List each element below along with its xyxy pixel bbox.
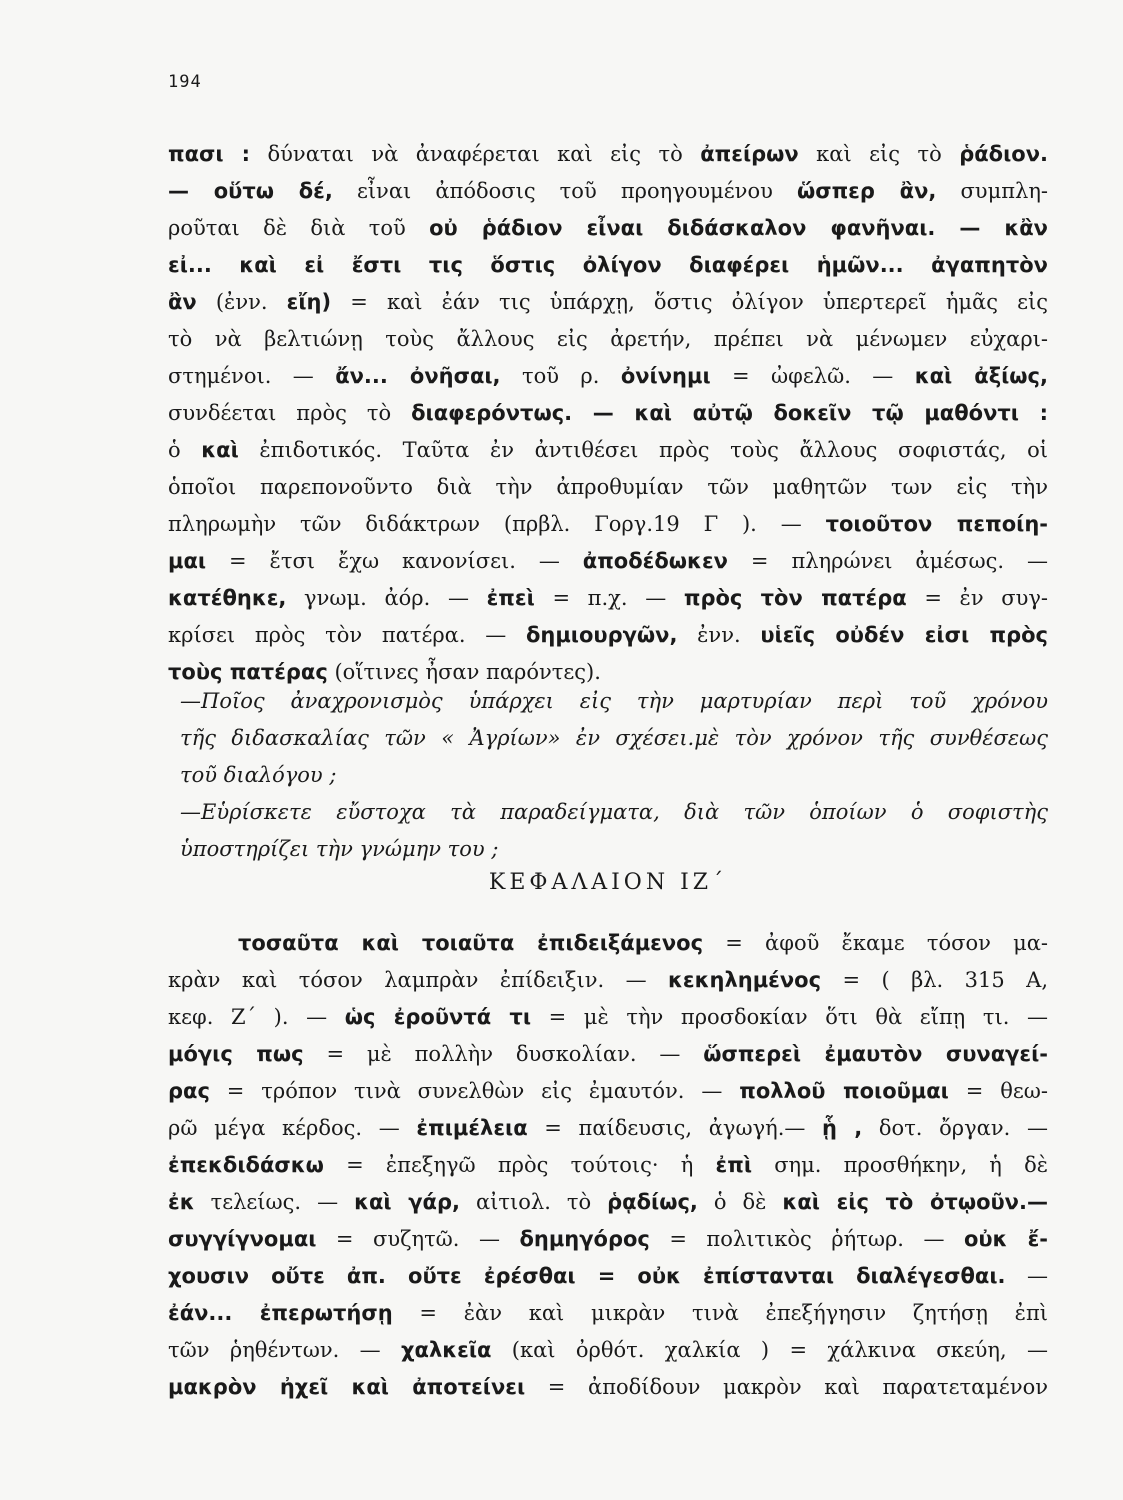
- text-line: συγγίγνομαι = συζητῶ. — δημηγόρος = πολιτικὸς ῥήτωρ. — οὐκ ἔ-: [168, 1227, 1048, 1251]
- text-line: ὁποῖοι παρεπονοῦντο διὰ τὴν ἀπροθυμίαν τῶν μαθητῶν των εἰς τὴν: [168, 475, 1048, 499]
- questions-block: [180, 683, 1048, 868]
- text-line: ἐπεκδιδάσκω = ἐπεξηγῶ πρὸς τούτοις· ἡ ἐπὶ σημ. προσθήκην, ἡ δὲ: [168, 1153, 1048, 1177]
- text-line: τὸ νὰ βελτιώνῃ τοὺς ἄλλους εἰς ἀρετήν, πρέπει νὰ μένωμεν εὐχαρι-: [168, 327, 1048, 351]
- text-line: ρῶ μέγα κέρδος. — ἐπιμέλεια = παίδευσις, ἀγωγή.— ᾗ , δοτ. ὄργαν. —: [168, 1116, 1048, 1140]
- text-line: κεφ. Ζ΄ ). — ὡς ἐροῦντά τι = μὲ τὴν προσδοκίαν ὅτι θὰ εἴπῃ τι. —: [168, 1005, 1048, 1029]
- text-line: εἰ... καὶ εἰ ἔστι τις ὅστις ὀλίγον διαφέρει ἡμῶν... ἀγαπητὸν: [168, 253, 1048, 277]
- text-line: κατέθηκε, γνωμ. ἀόρ. — ἐπεὶ = π.χ. — πρὸς τὸν πατέρα = ἐν συγ-: [168, 586, 1048, 610]
- text-line: ὁ καὶ ἐπιδοτικός. Ταῦτα ἐν ἀντιθέσει πρὸς τοὺς ἄλλους σοφιστάς, οἱ: [168, 438, 1048, 462]
- text-line: μόγις πως = μὲ πολλὴν δυσκολίαν. — ὥσπερεὶ ἐμαυτὸν συναγεί-: [168, 1042, 1048, 1066]
- text-line: κρίσει πρὸς τὸν πατέρα. — δημιουργῶν, ἐνν. υἱεῖς οὐδέν εἰσι πρὸς: [168, 623, 1048, 647]
- question-line: τοῦ διαλόγου ;: [180, 763, 337, 787]
- text-line: πασι : δύναται νὰ ἀναφέρεται καὶ εἰς τὸ ἀπείρων καὶ εἰς τὸ ῥάδιον.: [168, 142, 1048, 166]
- chapter-heading: ΚΕΦΑΛΑΙΟΝ ΙΖ΄: [488, 870, 728, 895]
- question-line: —Εὑρίσκετε εὔστοχα τὰ παραδείγματα, διὰ τῶν ὁποίων ὁ σοφιστὴς: [180, 800, 1048, 824]
- text-line: ἂν (ἐνν. εἴη) = καὶ ἐάν τις ὑπάρχῃ, ὅστις ὀλίγον ὑπερτερεῖ ἡμᾶς εἰς: [168, 290, 1048, 314]
- commentary-block: [168, 136, 1048, 691]
- text-line: χουσιν οὔτε ἀπ. οὔτε ἐρέσθαι = οὐκ ἐπίστανται διαλέγεσθαι. —: [168, 1264, 1048, 1288]
- text-line: ἐκ τελείως. — καὶ γάρ, αἰτιολ. τὸ ῥᾳδίως, ὁ δὲ καὶ εἰς τὸ ὀτῳοῦν.—: [168, 1190, 1048, 1214]
- text-line: ἐάν... ἐπερωτήσῃ = ἐὰν καὶ μικρὰν τινὰ ἐπεξήγησιν ζητήσῃ ἐπὶ: [168, 1301, 1048, 1325]
- text-line: μαι = ἔτσι ἔχω κανονίσει. — ἀποδέδωκεν = πληρώνει ἀμέσως. —: [168, 549, 1048, 573]
- question-line: ὑποστηρίζει τὴν γνώμην του ;: [180, 837, 499, 861]
- text-line: πληρωμὴν τῶν διδάκτρων (πρβλ. Γοργ.19 Γ ). — τοιοῦτον πεποίη-: [168, 512, 1048, 536]
- text-line: τοσαῦτα καὶ τοιαῦτα ἐπιδειξάμενος = ἀφοῦ ἔκαμε τόσον μα-: [238, 931, 1048, 955]
- text-line: μακρὸν ἠχεῖ καὶ ἀποτείνει = ἀποδίδουν μακρὸν καὶ παρατεταμένον: [168, 1375, 1048, 1399]
- text-line: συνδέεται πρὸς τὸ διαφερόντως. — καὶ αὐτῷ δοκεῖν τῷ μαθόντι :: [168, 401, 1048, 425]
- chapter-block: [168, 925, 1048, 1406]
- text-line: στημένοι. — ἄν... ὀνῆσαι, τοῦ ρ. ὀνίνημι = ὠφελῶ. — καὶ ἀξίως,: [168, 364, 1048, 388]
- text-line: ροῦται δὲ διὰ τοῦ οὐ ῥάδιον εἶναι διδάσκαλον φανῆναι. — κἂν: [168, 216, 1048, 240]
- text-line: κρὰν καὶ τόσον λαμπρὰν ἐπίδειξιν. — κεκηλημένος = ( βλ. 315 Α,: [168, 968, 1048, 992]
- text-line: — οὕτω δέ, εἶναι ἀπόδοσις τοῦ προηγουμένου ὥσπερ ἂν, συμπλη-: [168, 179, 1048, 203]
- text-line: τοὺς πατέρας (οἵτινες ἦσαν παρόντες).: [168, 660, 601, 684]
- question-line: —Ποῖος ἀναχρονισμὸς ὑπάρχει εἰς τὴν μαρτυρίαν περὶ τοῦ χρόνου: [180, 689, 1048, 713]
- page-number: 194: [168, 72, 202, 92]
- text-line: ρας = τρόπον τινὰ συνελθὼν εἰς ἐμαυτόν. — πολλοῦ ποιοῦμαι = θεω-: [168, 1079, 1048, 1103]
- text-line: τῶν ῥηθέντων. — χαλκεῖα (καὶ ὀρθότ. χαλκία ) = χάλκινα σκεύη, —: [168, 1338, 1048, 1362]
- question-line: τῆς διδασκαλίας τῶν « Ἀγρίων» ἐν σχέσει.μὲ τὸν χρόνον τῆς συνθέσεως: [180, 726, 1048, 750]
